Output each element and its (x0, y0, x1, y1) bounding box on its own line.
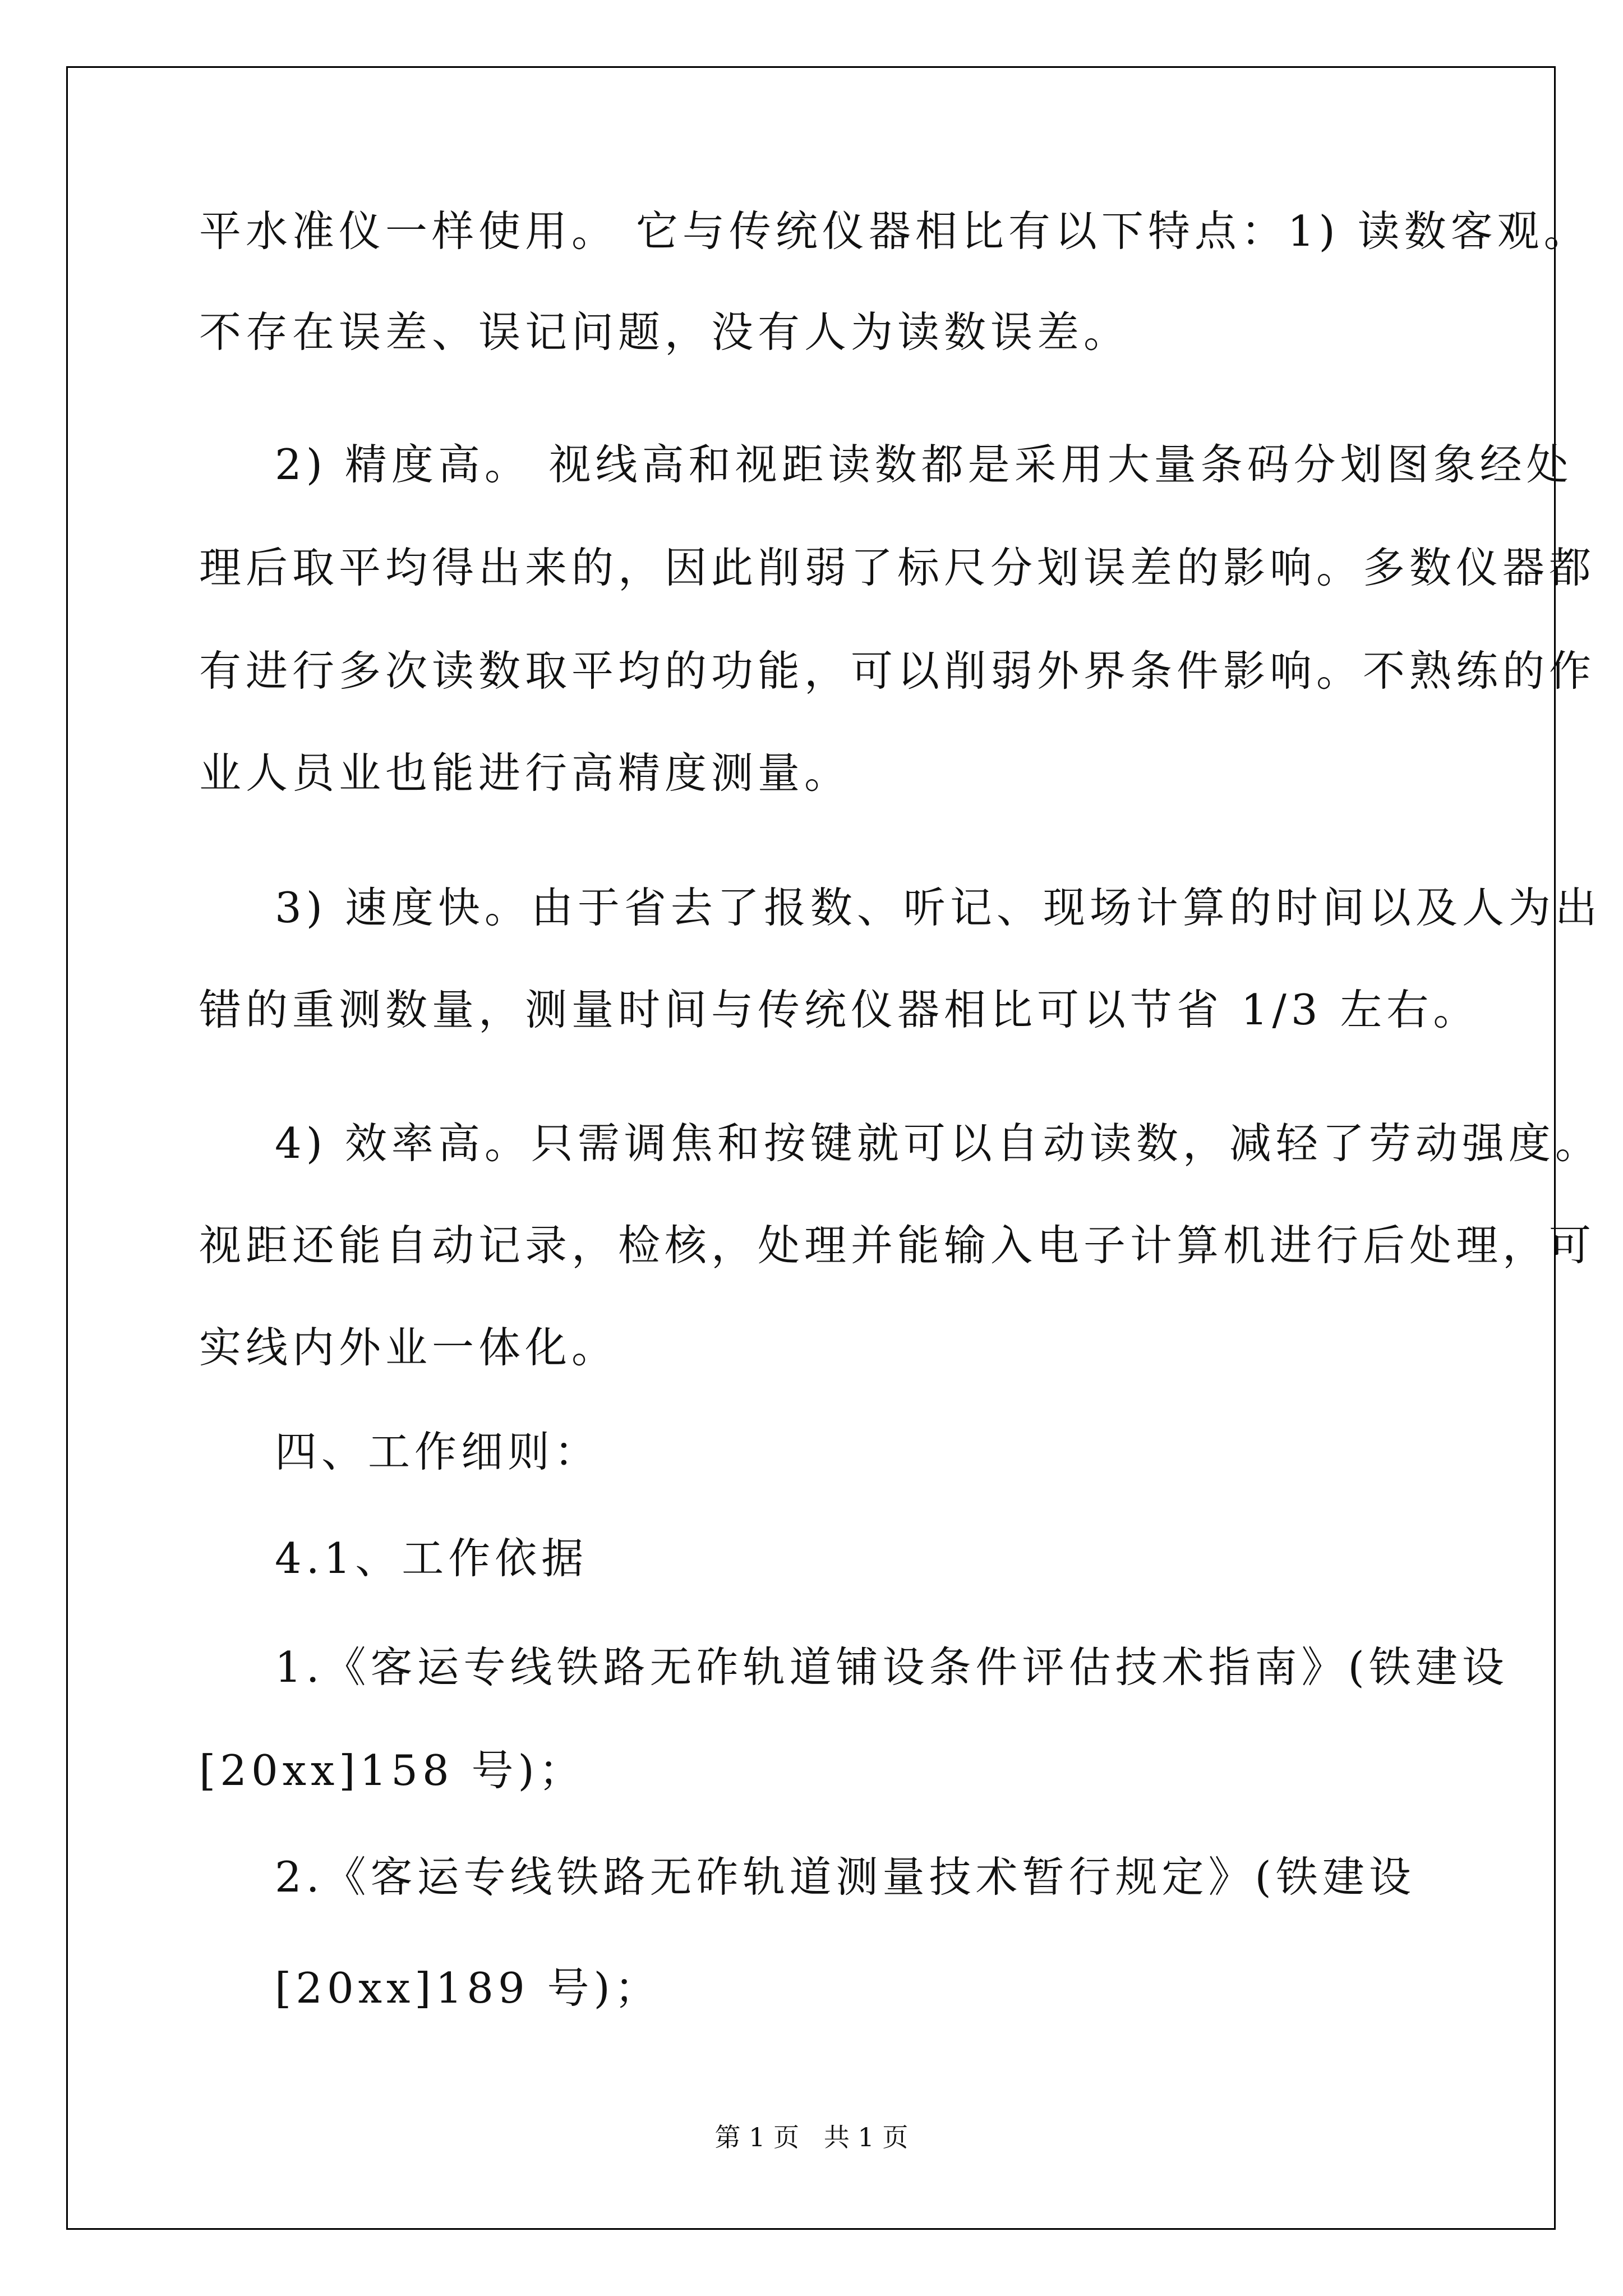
text-line: 有进行多次读数取平均的功能，可以削弱外界条件影响。不熟练的作 (199, 646, 1596, 696)
text-line: 4) 效率高。只需调焦和按键就可以自动读数，减轻了劳动强度。 (275, 1119, 1602, 1168)
text-line: 3) 速度快。由于省去了报数、听记、现场计算的时间以及人为出 (275, 883, 1602, 932)
page-footer: 第 1 页 共 1 页 (714, 2122, 909, 2152)
text-line: 理后取平均得出来的，因此削弱了标尺分划误差的影响。多数仪器都 (199, 543, 1596, 592)
text-line: 2) 精度高。 视线高和视距读数都是采用大量条码分划图象经处 (275, 440, 1573, 489)
list-item-continuation: [20xx]158 号)； (199, 1746, 585, 1795)
text-line: 业人员业也能进行高精度测量。 (199, 748, 851, 798)
text-line: 不存在误差、误记问题，没有人为读数误差。 (199, 307, 1131, 357)
text-line: 视距还能自动记录，检核，处理并能输入电子计算机进行后处理，可 (199, 1221, 1596, 1270)
text-line: 实线内外业一体化。 (199, 1323, 619, 1372)
text-line: 平水准仪一样使用。 它与传统仪器相比有以下特点：1) 读数客观。 (199, 206, 1590, 256)
list-item: 2.《客运专线铁路无砟轨道测量技术暂行规定》(铁建设 (275, 1852, 1415, 1902)
list-item: 1.《客运专线铁路无砟轨道铺设条件评估技术指南》(铁建设 (275, 1642, 1509, 1692)
subsection-heading: 4.1、工作依据 (275, 1534, 588, 1583)
section-heading: 四、工作细则： (275, 1427, 601, 1476)
list-item-continuation: [20xx]189 号)； (275, 1963, 661, 2013)
text-line: 错的重测数量，测量时间与传统仪器相比可以节省 1/3 左右。 (199, 985, 1480, 1034)
